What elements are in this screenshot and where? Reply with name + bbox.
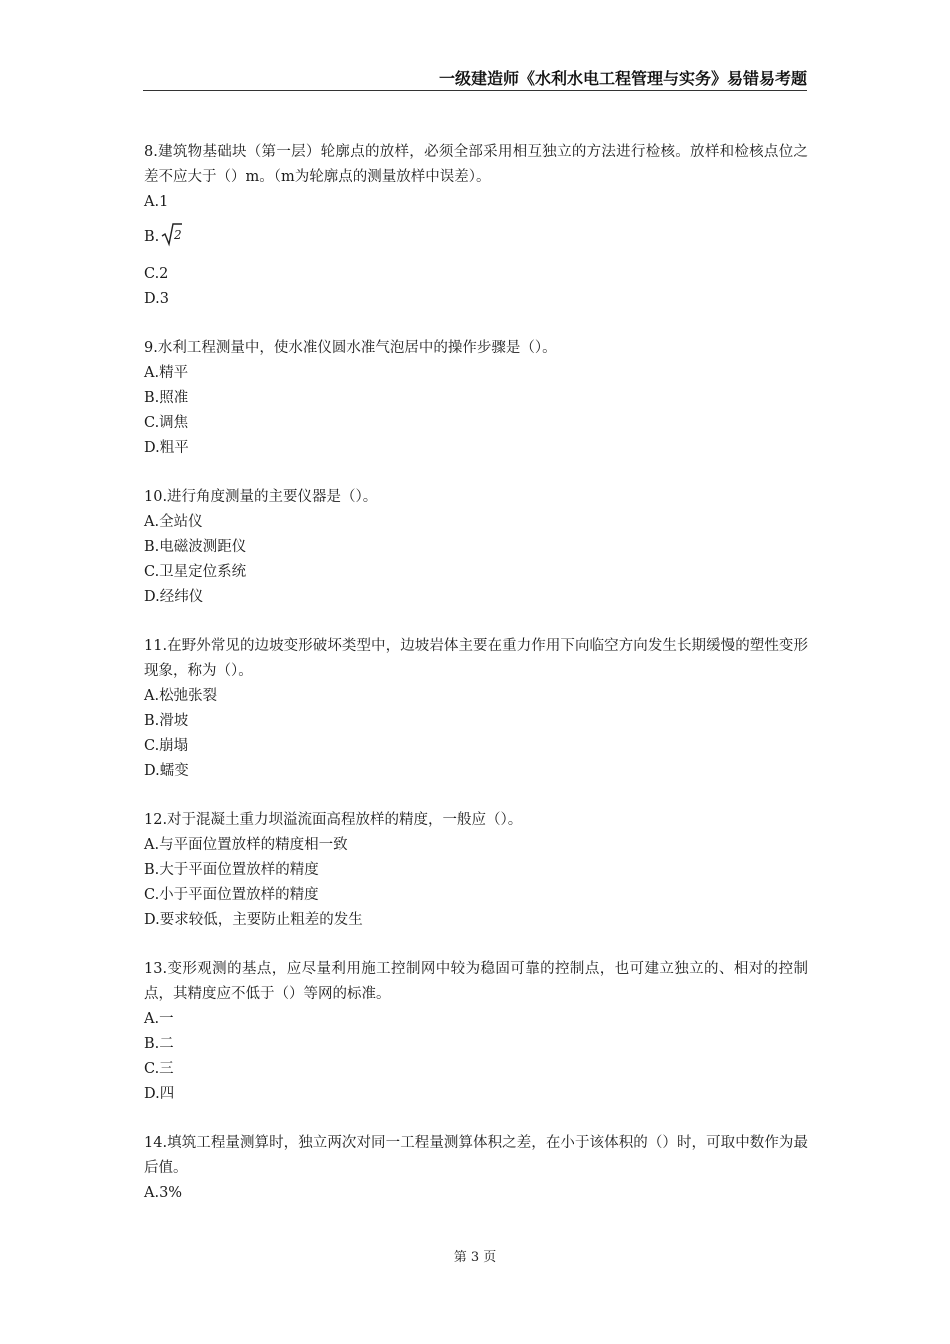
option-b: B.滑坡 (144, 713, 189, 729)
header-divider (143, 90, 807, 91)
option-c: C.崩塌 (144, 738, 189, 754)
option-a: A.1 (144, 194, 169, 210)
option-a: A.与平面位置放样的精度相一致 (144, 837, 348, 853)
sqrt-two-formula (161, 221, 183, 256)
question-10 (144, 485, 808, 610)
option-d: D.蠕变 (144, 763, 189, 779)
option-b: B.大于平面位置放样的精度 (144, 862, 319, 878)
option-d: D.经纬仪 (144, 589, 204, 605)
question-stem: 9.水利工程测量中，使水准仪圆水准气泡居中的操作步骤是（）。 (144, 340, 557, 356)
option-a: A.精平 (144, 365, 189, 381)
page-number: 第 3 页 (453, 1250, 497, 1265)
option-b: B.二 (144, 1036, 174, 1052)
option-a: A.3% (144, 1185, 183, 1201)
question-14 (144, 1131, 808, 1206)
question-12 (144, 808, 808, 933)
option-c: C.小于平面位置放样的精度 (144, 887, 319, 903)
question-list (144, 140, 808, 1230)
option-c: C.调焦 (144, 415, 189, 431)
question-stem: 14.填筑工程量测算时，独立两次对同一工程量测算体积之差，在小于该体积的（）时，可取中数作为最后值。 (144, 1135, 808, 1176)
sqrt-symbol-icon (161, 221, 183, 247)
option-d: D.粗平 (144, 440, 189, 456)
question-11 (144, 634, 808, 784)
option-d: D.要求较低，主要防止粗差的发生 (144, 912, 363, 928)
option-a: A.松弛张裂 (144, 688, 218, 704)
option-b-label: B. (144, 229, 160, 245)
option-b: B.照准 (144, 390, 189, 406)
option-d: D.3 (144, 291, 169, 307)
option-b (144, 221, 808, 256)
question-stem: 12.对于混凝土重力坝溢流面高程放样的精度，一般应（）。 (144, 812, 523, 828)
question-stem: 11.在野外常见的边坡变形破坏类型中，边坡岩体主要在重力作用下向临空方向发生长期缓慢的塑性变形现象，称为（）。 (144, 638, 808, 679)
question-13 (144, 957, 808, 1107)
option-c: C.卫星定位系统 (144, 564, 247, 580)
sqrt-radicand: 2 (174, 228, 182, 242)
question-stem: 10.进行角度测量的主要仪器是（）。 (144, 489, 378, 505)
document-header-title: 一级建造师《水利水电工程管理与实务》易错易考题 (438, 69, 807, 88)
question-stem: 13.变形观测的基点，应尽量利用施工控制网中较为稳固可靠的控制点，也可建立独立的、相对的控制点，其精度应不低于（）等网的标准。 (144, 961, 808, 1002)
question-8 (144, 140, 808, 312)
option-a: A.全站仪 (144, 514, 203, 530)
option-c: C.三 (144, 1061, 174, 1077)
option-d: D.四 (144, 1086, 175, 1102)
option-a: A.一 (144, 1011, 174, 1027)
option-b: B.电磁波测距仪 (144, 539, 247, 555)
question-9 (144, 336, 808, 461)
option-c: C.2 (144, 266, 169, 282)
question-stem: 8.建筑物基础块（第一层）轮廓点的放样，必须全部采用相互独立的方法进行检核。放样和检核点位之差不应大于（）m。（m为轮廓点的测量放样中误差）。 (144, 144, 808, 185)
